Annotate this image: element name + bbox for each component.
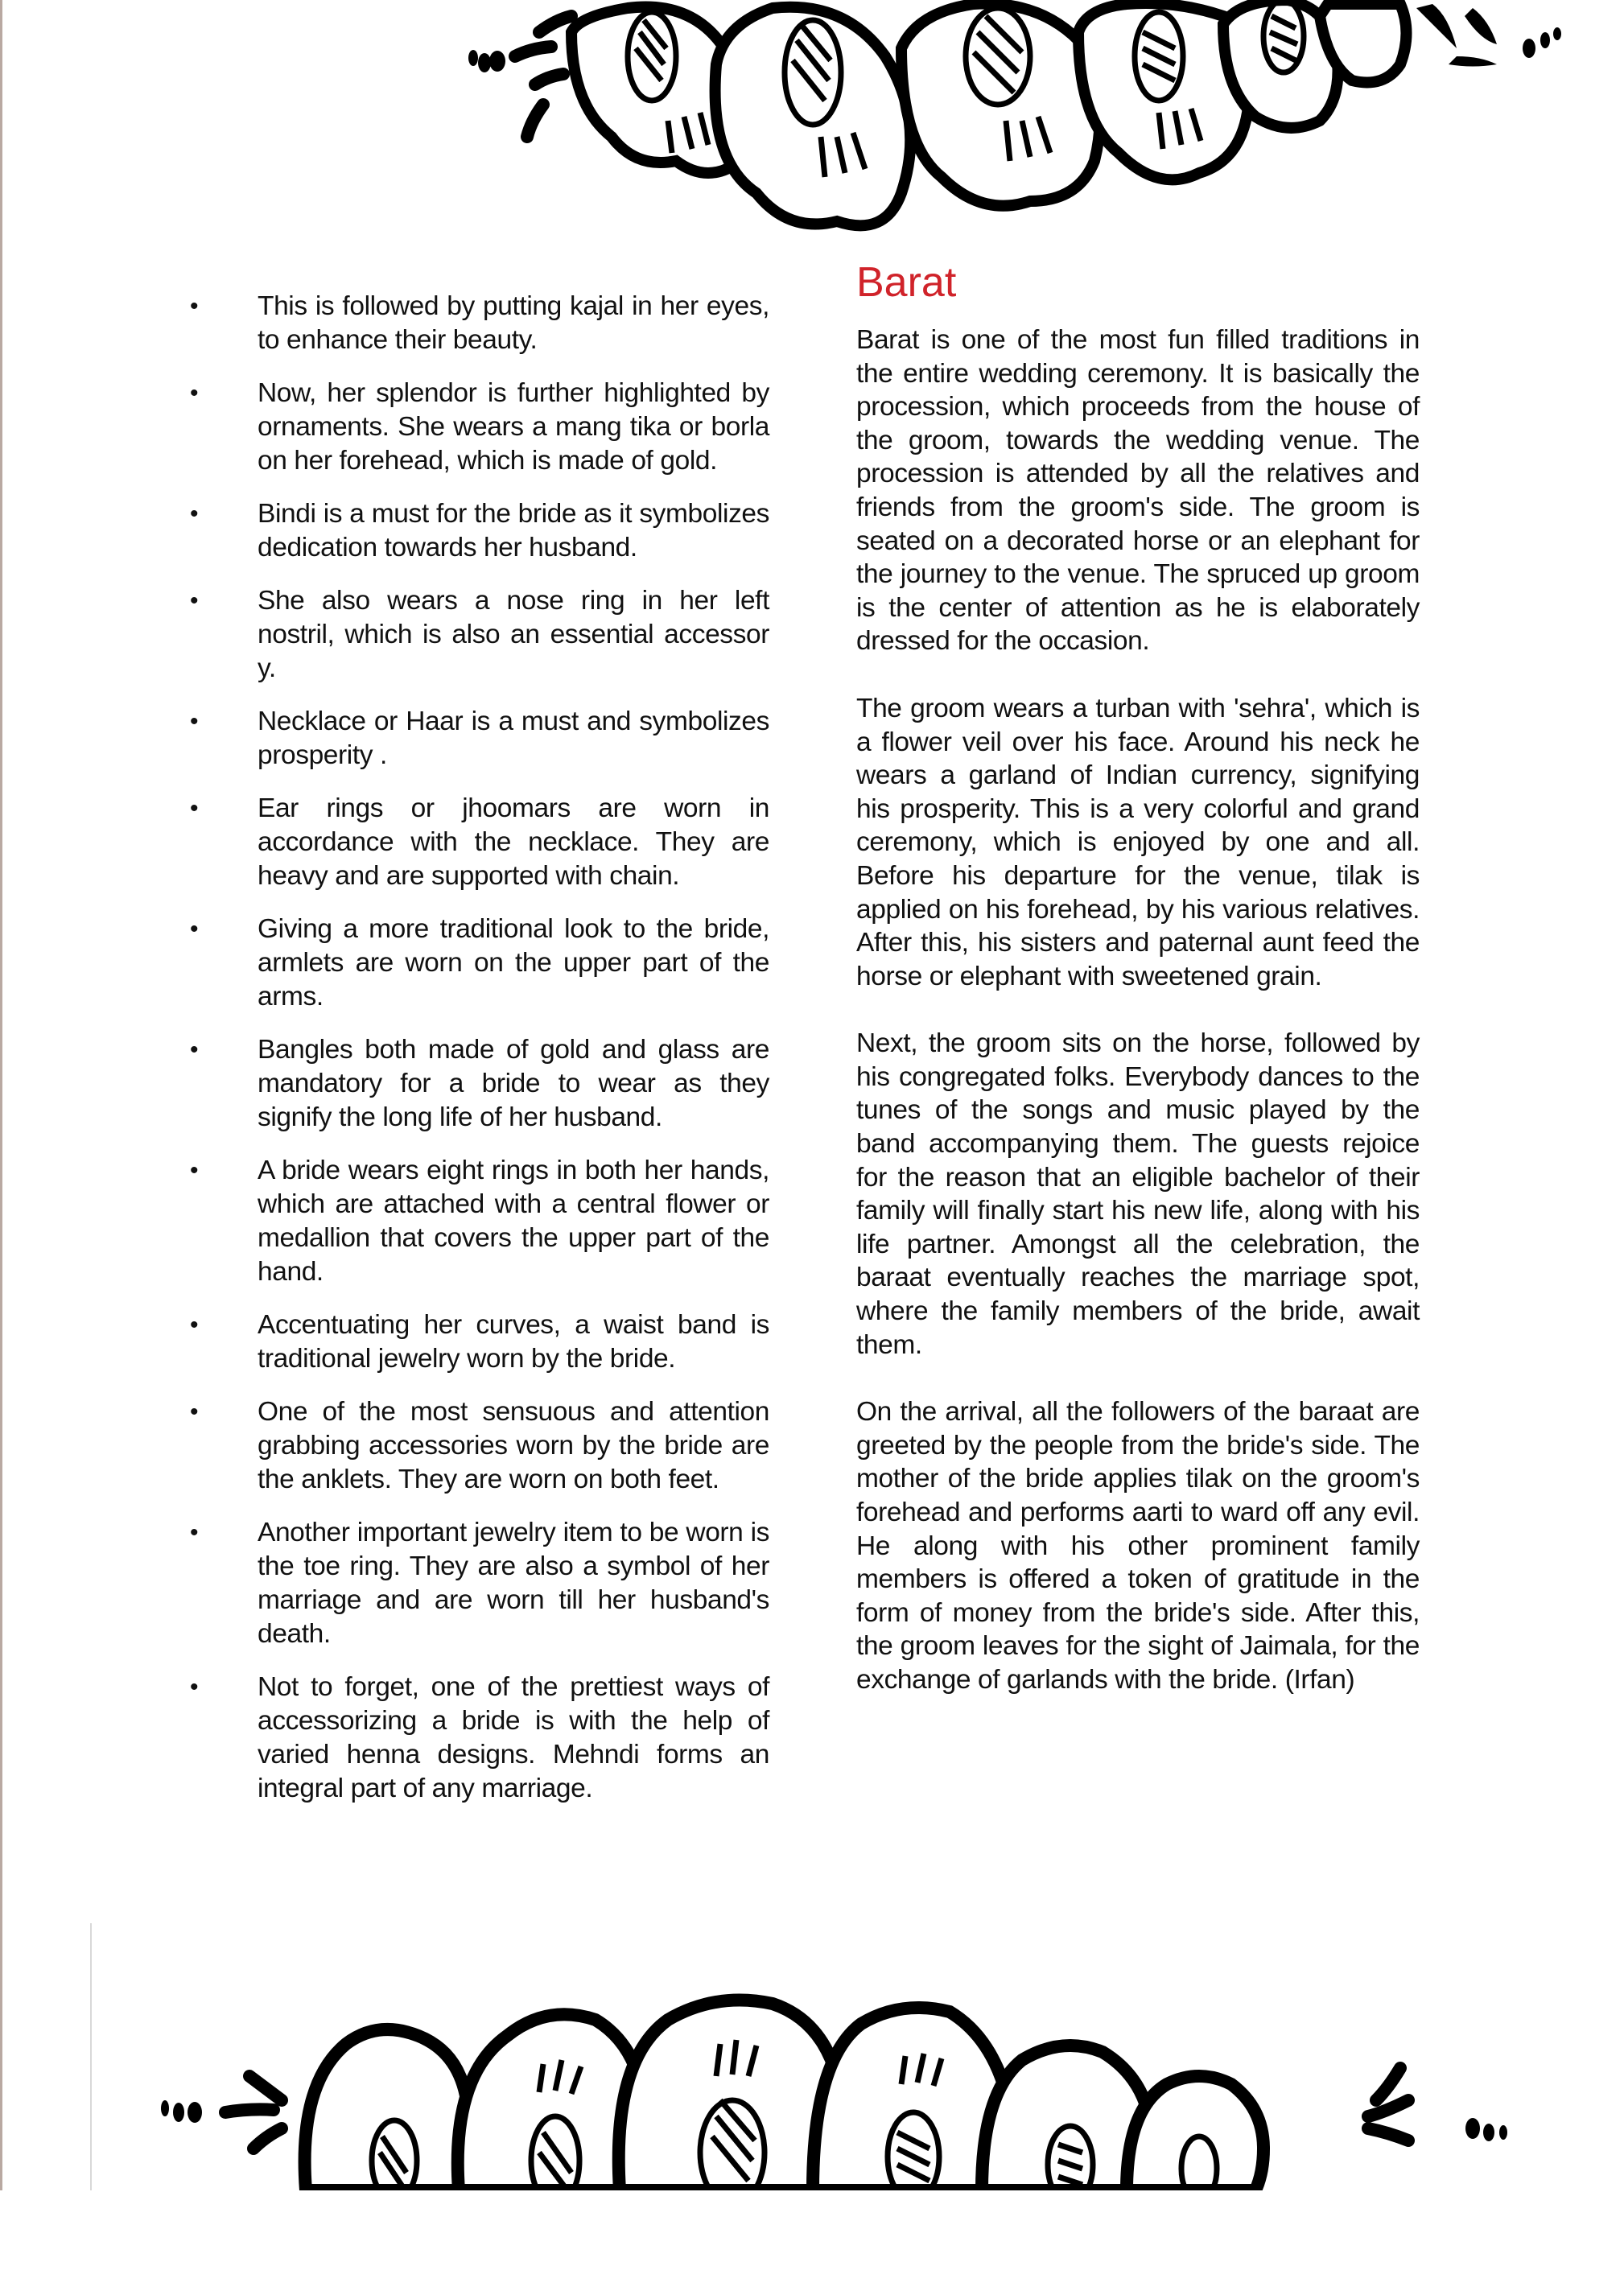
bullet-list bbox=[190, 290, 769, 1806]
paragraph: The groom wears a turban with 'sehra', which is a flower veil over his face. Around his neck he wears a garland of Indian currency, signifying his prosperity. This is a very colorful and grand ceremony, which is enjoyed by one and all. Before his departure for the venue, tilak is applied on his forehead, by his various relatives. After this, his sisters and paternal aunt feed the horse or elephant with sweetened grain. bbox=[856, 693, 1420, 991]
bullet-icon: • bbox=[190, 1519, 199, 1546]
paragraph: Next, the groom sits on the horse, followed by his congregated folks. Everybody dances to the tunes of the songs and music played by the band accompanying them. The guests rejoice for the reason that an eligible bachelor of their family will finally start his new life, along with his life partner. Amongst all the celebration, the baraat eventually reaches the marriage spot, where the family members of the bride, await them. bbox=[856, 1028, 1420, 1360]
henna-border-top-icon bbox=[451, 0, 1624, 241]
bullet-icon: • bbox=[190, 1036, 199, 1063]
list-item: • Bindi is a must for the bride as it symbolizes dedication towards her husband. bbox=[190, 499, 769, 562]
scan-page-edge bbox=[0, 0, 2, 2205]
scan-crease-line bbox=[90, 1923, 92, 2205]
section-title: Barat bbox=[856, 259, 957, 306]
list-item: • Giving a more traditional look to the bride, armlets are worn on the upper part of the arms. bbox=[190, 914, 769, 1012]
paragraph: On the arrival, all the followers of the baraat are greeted by the people from the bride's side. The mother of the bride applies tilak on the groom's forehead and performs aarti to ward off any evil. He along with his other prominent family members is offered a token of gratitude in the form of money from the bride's side. After this, the groom leaves for the sight of Jaimala, for the exchange of garlands with the bride. (Irfan) bbox=[856, 1397, 1420, 1695]
barat-section bbox=[856, 258, 1420, 1731]
paragraph: Barat is one of the most fun filled traditions in the entire wedding ceremony. It is basically the procession, which proceeds from the house of the groom, towards the wedding venue. The procession is attended by all the relatives and friends from the groom's side. The groom is seated on a decorated horse or an elephant for the journey to the venue. The spruced up groom is the center of attention as he is elaborately dressed for the occasion. bbox=[856, 325, 1420, 657]
list-item: • Necklace or Haar is a must and symbolizes prosperity . bbox=[190, 707, 769, 770]
bullet-icon: • bbox=[190, 795, 199, 822]
list-item: • This is followed by putting kajal in her eyes, to enhance their beauty. bbox=[190, 291, 769, 355]
page-bottom-margin bbox=[0, 2190, 1624, 2295]
list-item: • Not to forget, one of the prettiest ways of accessorizing a bride is with the help of varied henna designs. Mehndi forms an integral part of any marriage. bbox=[190, 1672, 769, 1803]
bullet-icon: • bbox=[190, 380, 199, 406]
bullet-icon: • bbox=[190, 1399, 199, 1425]
list-item: • One of the most sensuous and attention grabbing accessories worn by the bride are the anklets. They are worn on both feet. bbox=[190, 1397, 769, 1494]
bullet-icon: • bbox=[190, 1312, 199, 1338]
list-item: • She also wears a nose ring in her left nostril, which is also an essential accessor y. bbox=[190, 586, 769, 683]
list-item: • A bride wears eight rings in both her hands, which are attached with a central flower or medallion that covers the upper part of the hand. bbox=[190, 1156, 769, 1287]
bullet-icon: • bbox=[190, 916, 199, 942]
bullet-icon: • bbox=[190, 708, 199, 735]
list-item: • Now, her splendor is further highlighted by ornaments. She wears a mang tika or borla on her forehead, which is made of gold. bbox=[190, 378, 769, 476]
list-item: • Another important jewelry item to be worn is the toe ring. They are also a symbol of her marriage and are worn till her husband's death. bbox=[190, 1518, 769, 1649]
henna-border-bottom-icon bbox=[153, 1988, 1521, 2190]
list-item: • Ear rings or jhoomars are worn in accordance with the necklace. They are heavy and are supported with chain. bbox=[190, 793, 769, 891]
jewelry-bullet-list-column bbox=[190, 290, 769, 1825]
bullet-icon: • bbox=[190, 501, 199, 527]
bullet-icon: • bbox=[190, 293, 199, 319]
list-item: • Bangles both made of gold and glass are mandatory for a bride to wear as they signify the long life of her husband. bbox=[190, 1035, 769, 1132]
bullet-icon: • bbox=[190, 1674, 199, 1700]
bullet-icon: • bbox=[190, 1157, 199, 1184]
list-item: • Accentuating her curves, a waist band is traditional jewelry worn by the bride. bbox=[190, 1310, 769, 1374]
bullet-icon: • bbox=[190, 587, 199, 614]
